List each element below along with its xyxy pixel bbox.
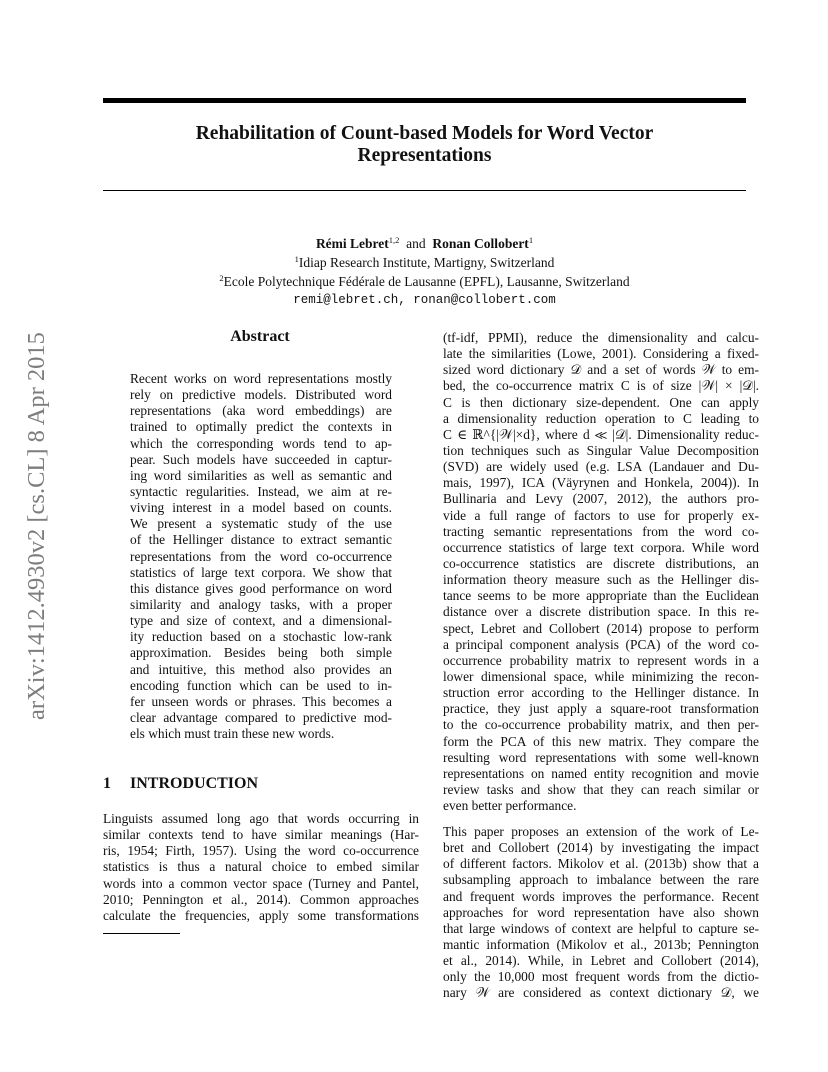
text-line: approaches for word representation have also shown [443, 904, 759, 920]
author-emails: remi@lebret.ch, ronan@collobert.com [293, 293, 556, 307]
text-line: late the similarities (Lowe, 2001). Considering a fixed- [443, 346, 759, 362]
text-line: This paper proposes an extension of the work of Le- [443, 824, 759, 839]
text-line: 2010; Pennington et al., 2014). Common approaches [103, 891, 419, 907]
text-line: viving interest in a model based on counts. [130, 500, 392, 516]
text-line: mais, 1997), ICA (Väyrynen and Honkela, 2004)). In [443, 475, 759, 491]
title-line-2: Representations [357, 145, 492, 166]
text-line: clear advantage compared to predictive mod- [130, 709, 392, 725]
text-line: ris, 1954; Firth, 1957). Using the word co-occurrence [103, 843, 419, 859]
title-line-1: Rehabilitation of Count-based Models for Word Vector [195, 123, 654, 144]
author-1: Rémi Lebret [315, 236, 389, 251]
text-line: tion techniques such as Singular Value Decomposition [443, 442, 759, 458]
text-line: co-occurrence statistics are discrete distributions, an [443, 555, 759, 571]
text-line: bret and Collobert (2014) by investigating the impact [443, 840, 759, 856]
text-line: Linguists assumed long ago that words occurring in [103, 811, 419, 826]
text-line: that large windows of context are helpful to capture se- [443, 920, 759, 936]
author-2: Ronan Collobert [432, 236, 529, 251]
text-line: approximation. Besides being both simple [130, 645, 392, 661]
right-column-paragraph-2 [443, 824, 759, 1002]
text-line: sized word dictionary 𝒟 and a set of words 𝒲 to em- [443, 362, 759, 378]
text-line: We present a systematic study of the use [130, 516, 392, 532]
text-line: which the corresponding words tend to ap- [130, 435, 392, 451]
text-line: syntactic regularities. Instead, we aim at re- [130, 483, 392, 499]
text-line: mantic information (Mikolov et al., 2013b; Pennington [443, 936, 759, 952]
text-line: even better performance. [443, 798, 577, 814]
text-line: of the Hellinger distance to extract semantic [130, 532, 392, 548]
text-line: encoding function which can be used to in- [130, 677, 392, 693]
affiliation-2 [103, 272, 746, 291]
text-line: calculate the frequencies, apply some transformations [103, 907, 419, 923]
text-line: bed, the co-occurrence matrix C is of size |𝒲| × |𝒟|. [443, 378, 759, 394]
text-line: practice, they just apply a square-root transformation [443, 701, 759, 717]
introduction-body [103, 811, 419, 924]
text-line: statistics of large text corpora. We show that [130, 564, 392, 580]
author-2-affil: 1 [528, 235, 534, 245]
text-line: similarity and analogy tasks, with a proper [130, 596, 392, 612]
text-line: subsampling approach to imbalance between the rare [443, 872, 759, 888]
affiliation-1-marker: 1 [294, 254, 299, 264]
abstract-heading: Abstract [230, 328, 290, 345]
text-line: resulting word representations with some well-known [443, 749, 759, 765]
paper-title [103, 123, 746, 167]
text-line: similar contexts tend to have similar meanings (Har- [103, 827, 419, 843]
text-line: spect, Lebret and Collobert (2014) propose to perform [443, 620, 759, 636]
text-line: information theory measure such as the Hellinger dis- [443, 572, 759, 588]
text-line: representations from the word co-occurrence [130, 548, 392, 564]
text-line: to the co-occurrence probability matrix, and then per- [443, 717, 759, 733]
text-line: Bullinaria and Levy (2007, 2012), the authors pro- [443, 491, 759, 507]
text-line: Recent works on word representations mostly [130, 371, 392, 386]
abstract-body [130, 371, 392, 742]
section-number: 1 [103, 775, 111, 792]
text-line: form the PCA of this new matrix. They compare the [443, 733, 759, 749]
author-block [103, 234, 746, 310]
author-and: and [406, 236, 426, 251]
text-line: representations (aka word embeddings) are [130, 403, 392, 419]
text-line: trained to optimally predict the contexts in [130, 419, 392, 435]
affiliation-1 [103, 253, 746, 272]
right-column-paragraph-1 [443, 330, 759, 814]
text-line: lower dimensional space, while minimizing the recon- [443, 668, 759, 684]
text-line: et al., 2014). While, in Lebret and Collobert (2014), [443, 953, 759, 969]
text-line: type and size of context, and a dimensional- [130, 613, 392, 629]
text-line: tance seems to be more appropriate than the Euclidean [443, 588, 759, 604]
text-line: ing word similarities as well as semantic and [130, 467, 392, 483]
section-title: INTRODUCTION [130, 775, 259, 792]
text-line: and frequent words improves the performance. Recent [443, 888, 759, 904]
author-names [103, 234, 746, 253]
text-line: a dimensionality reduction operation to C leading to [443, 410, 759, 426]
text-line: fer unseen words or phrases. This becomes a [130, 693, 392, 709]
text-line: of different factors. Mikolov et al. (2013b) show that a [443, 856, 759, 872]
text-line: occurrence statistics of large text corpora. While word [443, 539, 759, 555]
text-line: a principal component analysis (PCA) of the word co- [443, 636, 759, 652]
text-line: this distance gives good performance on word [130, 580, 392, 596]
affiliation-2-marker: 2 [219, 273, 224, 283]
text-line: statistics is thus a natural choice to embed similar [103, 859, 419, 875]
text-line: occurrence probability matrix to represent words in a [443, 652, 759, 668]
text-line: tracting semantic representations from the word co- [443, 523, 759, 539]
arxiv-sidebar [22, 300, 52, 752]
footnote-rule [103, 933, 180, 934]
text-line: C ∈ ℝ^{|𝒲|×d}, where d ≪ |𝒟|. Dimensionality reduc- [443, 426, 759, 442]
affiliation-1-text: Idiap Research Institute, Martigny, Switzerland [298, 255, 555, 270]
arxiv-identifier: arXiv:1412.4930v2 [cs.CL] 8 Apr 2015 [23, 332, 50, 720]
text-line: words into a common vector space (Turney and Pantel, [103, 875, 419, 891]
text-line: ity reduction based on a stochastic low-rank [130, 629, 392, 645]
text-line: rely on predictive models. Distributed word [130, 387, 392, 403]
author-1-affil: 1,2 [388, 235, 400, 245]
text-line: only the 10,000 most frequent words from the dictio- [443, 969, 759, 985]
text-line: representations on named entity recognition and movie [443, 765, 759, 781]
text-line: C is then dictionary size-dependent. One can apply [443, 394, 759, 410]
top-rule [103, 98, 746, 103]
text-line: and intuitive, this method also provides an [130, 661, 392, 677]
text-line: (SVD) are widely used (e.g. LSA (Landauer and Du- [443, 459, 759, 475]
affiliation-2-text: Ecole Polytechnique Fédérale de Lausanne (EPFL), Lausanne, Switzerland [223, 274, 630, 289]
text-line: pear. Such models have succeeded in captur- [130, 451, 392, 467]
text-line: (tf-idf, PPMI), reduce the dimensionality and calcu- [443, 330, 759, 345]
text-line: nary 𝒲 are considered as context dictionary 𝒟, we [443, 985, 759, 1001]
text-line: vide a full range of factors to use for properly ex- [443, 507, 759, 523]
text-line: struction error according to the Hellinger distance. In [443, 685, 759, 701]
text-line: distance over a discrete distribution space. In this re- [443, 604, 759, 620]
text-line: review tasks and show that they can reach similar or [443, 781, 759, 797]
section-heading [103, 775, 258, 793]
title-rule [103, 190, 746, 191]
text-line: els which must train these new words. [130, 726, 335, 742]
